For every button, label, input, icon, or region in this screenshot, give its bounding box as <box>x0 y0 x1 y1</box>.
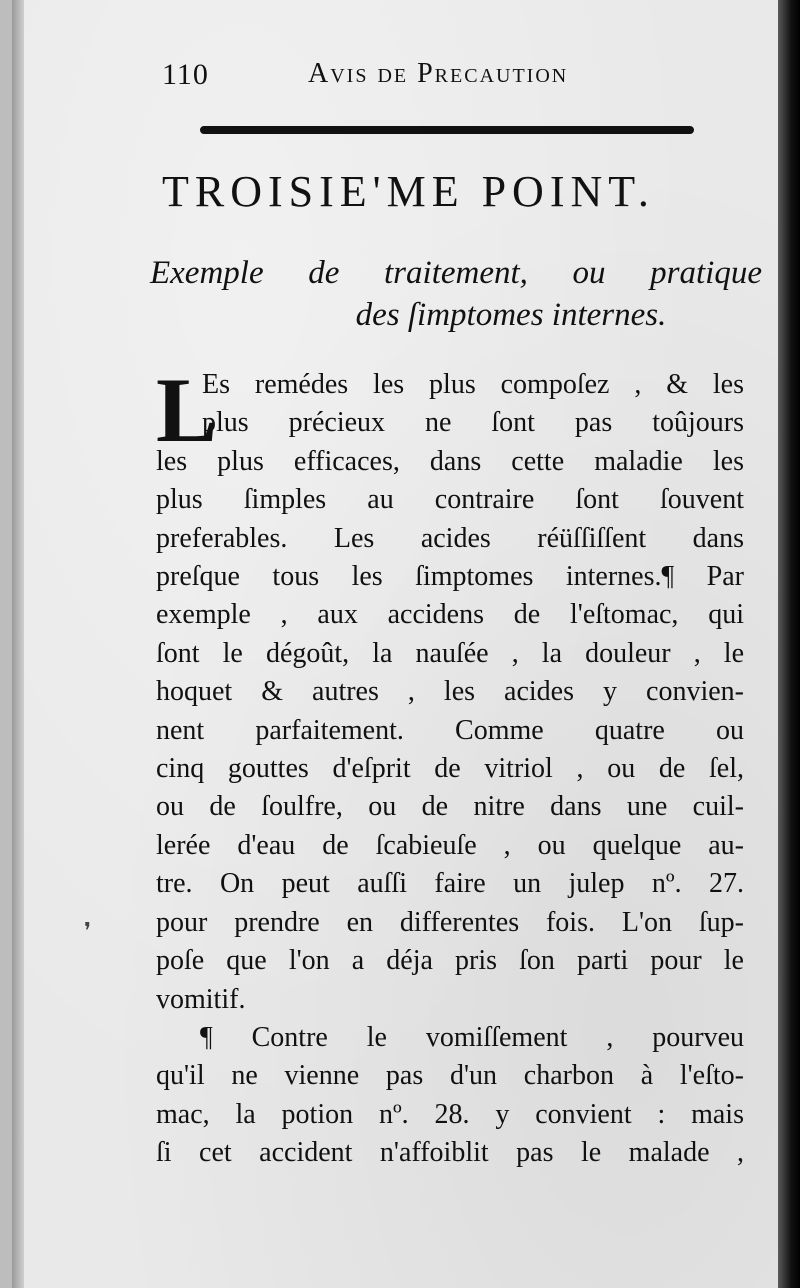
body-text <box>156 359 744 1173</box>
text-line: ſont le dégoût, la nauſée , la douleur , le <box>156 637 744 669</box>
page-left-edge-shadow <box>12 0 24 1288</box>
text-line: les plus efficaces, dans cette maladie les <box>156 445 744 477</box>
subtitle-line-1: Exemple de traitement, ou pratique <box>150 255 762 291</box>
text-line: ſi cet accident n'affoiblit pas le malade , <box>156 1137 744 1169</box>
text-line: pour prendre en differentes fois. L'on ſup- <box>156 906 744 938</box>
section-subtitle <box>150 252 762 336</box>
header-rule <box>200 126 694 134</box>
text-line: cinq gouttes d'eſprit de vitriol , ou de ſel, <box>156 753 744 785</box>
text-line: preſque tous les ſimptomes internes.¶ Par <box>156 561 744 593</box>
text-line: tre. On peut auſſi faire un julep nº. 27. <box>156 868 744 900</box>
ink-speck: ❜ <box>84 918 92 943</box>
text-line: ¶ Contre le vomiſſement , pourveu <box>200 1021 744 1053</box>
subtitle-line-2: des ſimptomes internes. <box>355 297 667 333</box>
text-line: poſe que l'on a déja pris ſon parti pour le <box>156 945 744 977</box>
text-line: exemple , aux accidens de l'eſtomac, qui <box>156 599 744 631</box>
book-gutter <box>778 0 800 1288</box>
text-line: qu'il ne vienne pas d'un charbon à l'eſto- <box>156 1060 744 1092</box>
page-number: 110 <box>162 58 209 91</box>
text-line: ou de ſoulfre, ou de nitre dans une cuil- <box>156 791 744 823</box>
drop-cap: L <box>156 359 218 461</box>
running-title: Avis de Precaution <box>308 58 569 89</box>
text-line: vomitif. <box>156 983 246 1015</box>
text-line: mac, la potion nº. 28. y convient : mais <box>156 1098 744 1130</box>
text-line: nent parfaitement. Comme quatre ou <box>156 714 744 746</box>
text-line: plus précieux ne ſont pas toûjours <box>202 407 744 439</box>
text-line: plus ſimples au contraire ſont ſouvent <box>156 484 744 516</box>
text-line: Es remédes les plus compoſez , & les <box>202 369 744 400</box>
section-title: TROISIE'ME POINT. <box>162 167 655 216</box>
text-line: preferables. Les acides réüſſiſſent dans <box>156 522 744 554</box>
running-header <box>162 58 762 98</box>
text-line: lerée d'eau de ſcabieuſe , ou quelque au- <box>156 829 744 861</box>
text-line: hoquet & autres , les acides y convien- <box>156 676 744 708</box>
